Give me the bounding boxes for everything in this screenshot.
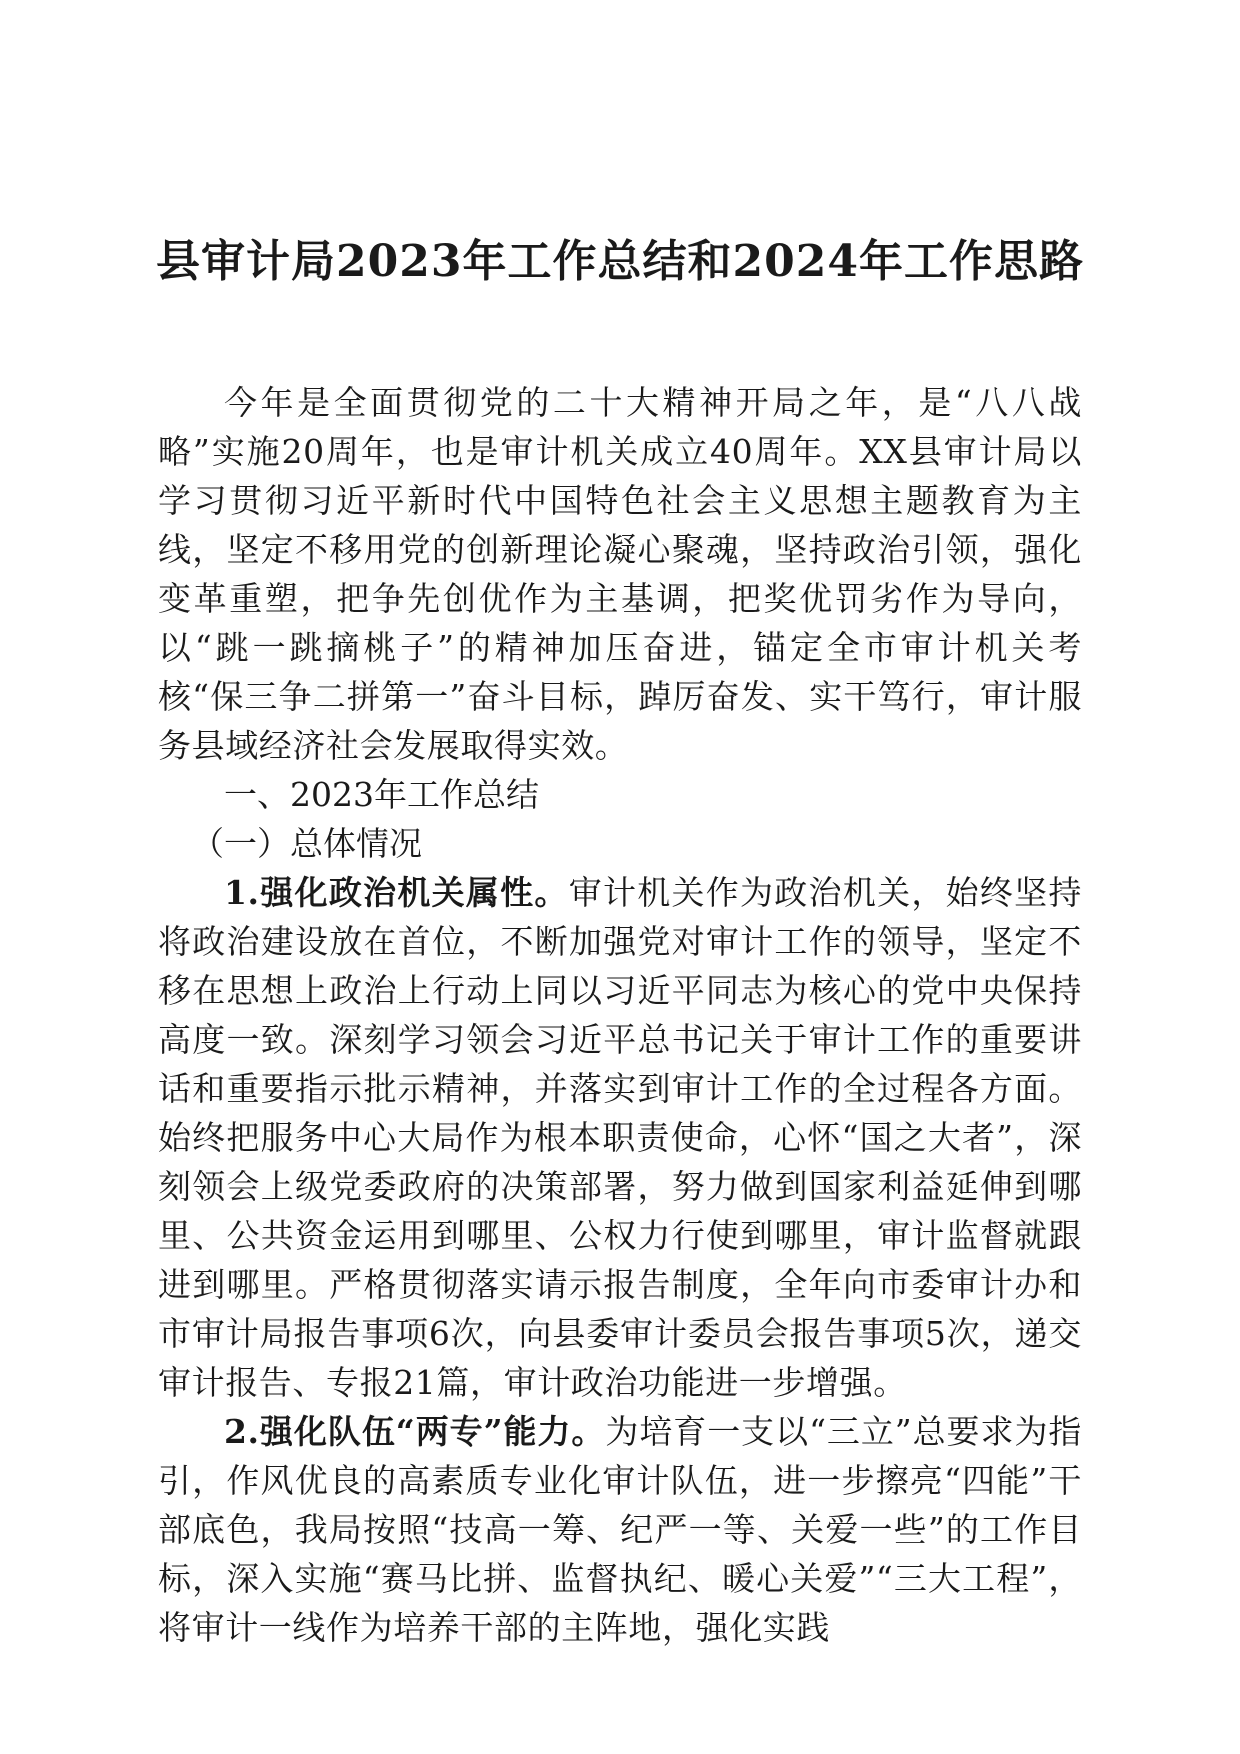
document-body bbox=[158, 378, 1082, 1652]
item-1-paragraph bbox=[158, 868, 1082, 1407]
subsection-heading-overview: （一）总体情况 bbox=[191, 824, 422, 863]
item-2-paragraph bbox=[158, 1407, 1082, 1652]
section-heading-summary: 一、2023年工作总结 bbox=[224, 775, 539, 814]
intro-paragraph: 今年是全面贯彻党的二十大精神开局之年，是“八八战略”实施20周年，也是审计机关成立40周年。XX县审计局以学习贯彻习近平新时代中国特色社会主义思想主题教育为主线，坚定不移用党的创新理论凝心聚魂，坚持政治引领，强化变革重塑，把争先创优作为主基调，把奖优罚劣作为导向，以“跳一跳摘桃子”的精神加压奋进，锚定全市审计机关考核“保三争二拼第一”奋斗目标，踔厉奋发、实干笃行，审计服务县域经济社会发展取得实效。 bbox=[158, 383, 1082, 765]
item-2-lead: 2.强化队伍“两专”能力。 bbox=[224, 1412, 606, 1451]
item-2-text: 为培育一支以“三立”总要求为指引，作风优良的高素质专业化审计队伍，进一步擦亮“四能”干部底色，我局按照“技高一筹、纪严一等、关爱一些”的工作目标，深入实施“赛马比拼、监督执纪、暖心关爱”“三大工程”，将审计一线作为培养干部的主阵地，强化实践 bbox=[158, 1412, 1082, 1647]
item-1-lead: 1.强化政治机关属性。 bbox=[224, 873, 569, 912]
document-title: 县审计局2023年工作总结和2024年工作思路 bbox=[156, 236, 1084, 287]
item-1-text: 审计机关作为政治机关，始终坚持将政治建设放在首位，不断加强党对审计工作的领导，坚定不移在思想上政治上行动上同以习近平同志为核心的党中央保持高度一致。深刻学习领会习近平总书记关于审计工作的重要讲话和重要指示批示精神，并落实到审计工作的全过程各方面。始终把服务中心大局作为根本职责使命，心怀“国之大者”，深刻领会上级党委政府的决策部署，努力做到国家利益延伸到哪里、公共资金运用到哪里、公权力行使到哪里，审计监督就跟进到哪里。严格贯彻落实请示报告制度，全年向市委审计办和市审计局报告事项6次，向县委审计委员会报告事项5次，递交审计报告、专报21篇，审计政治功能进一步增强。 bbox=[158, 873, 1082, 1402]
